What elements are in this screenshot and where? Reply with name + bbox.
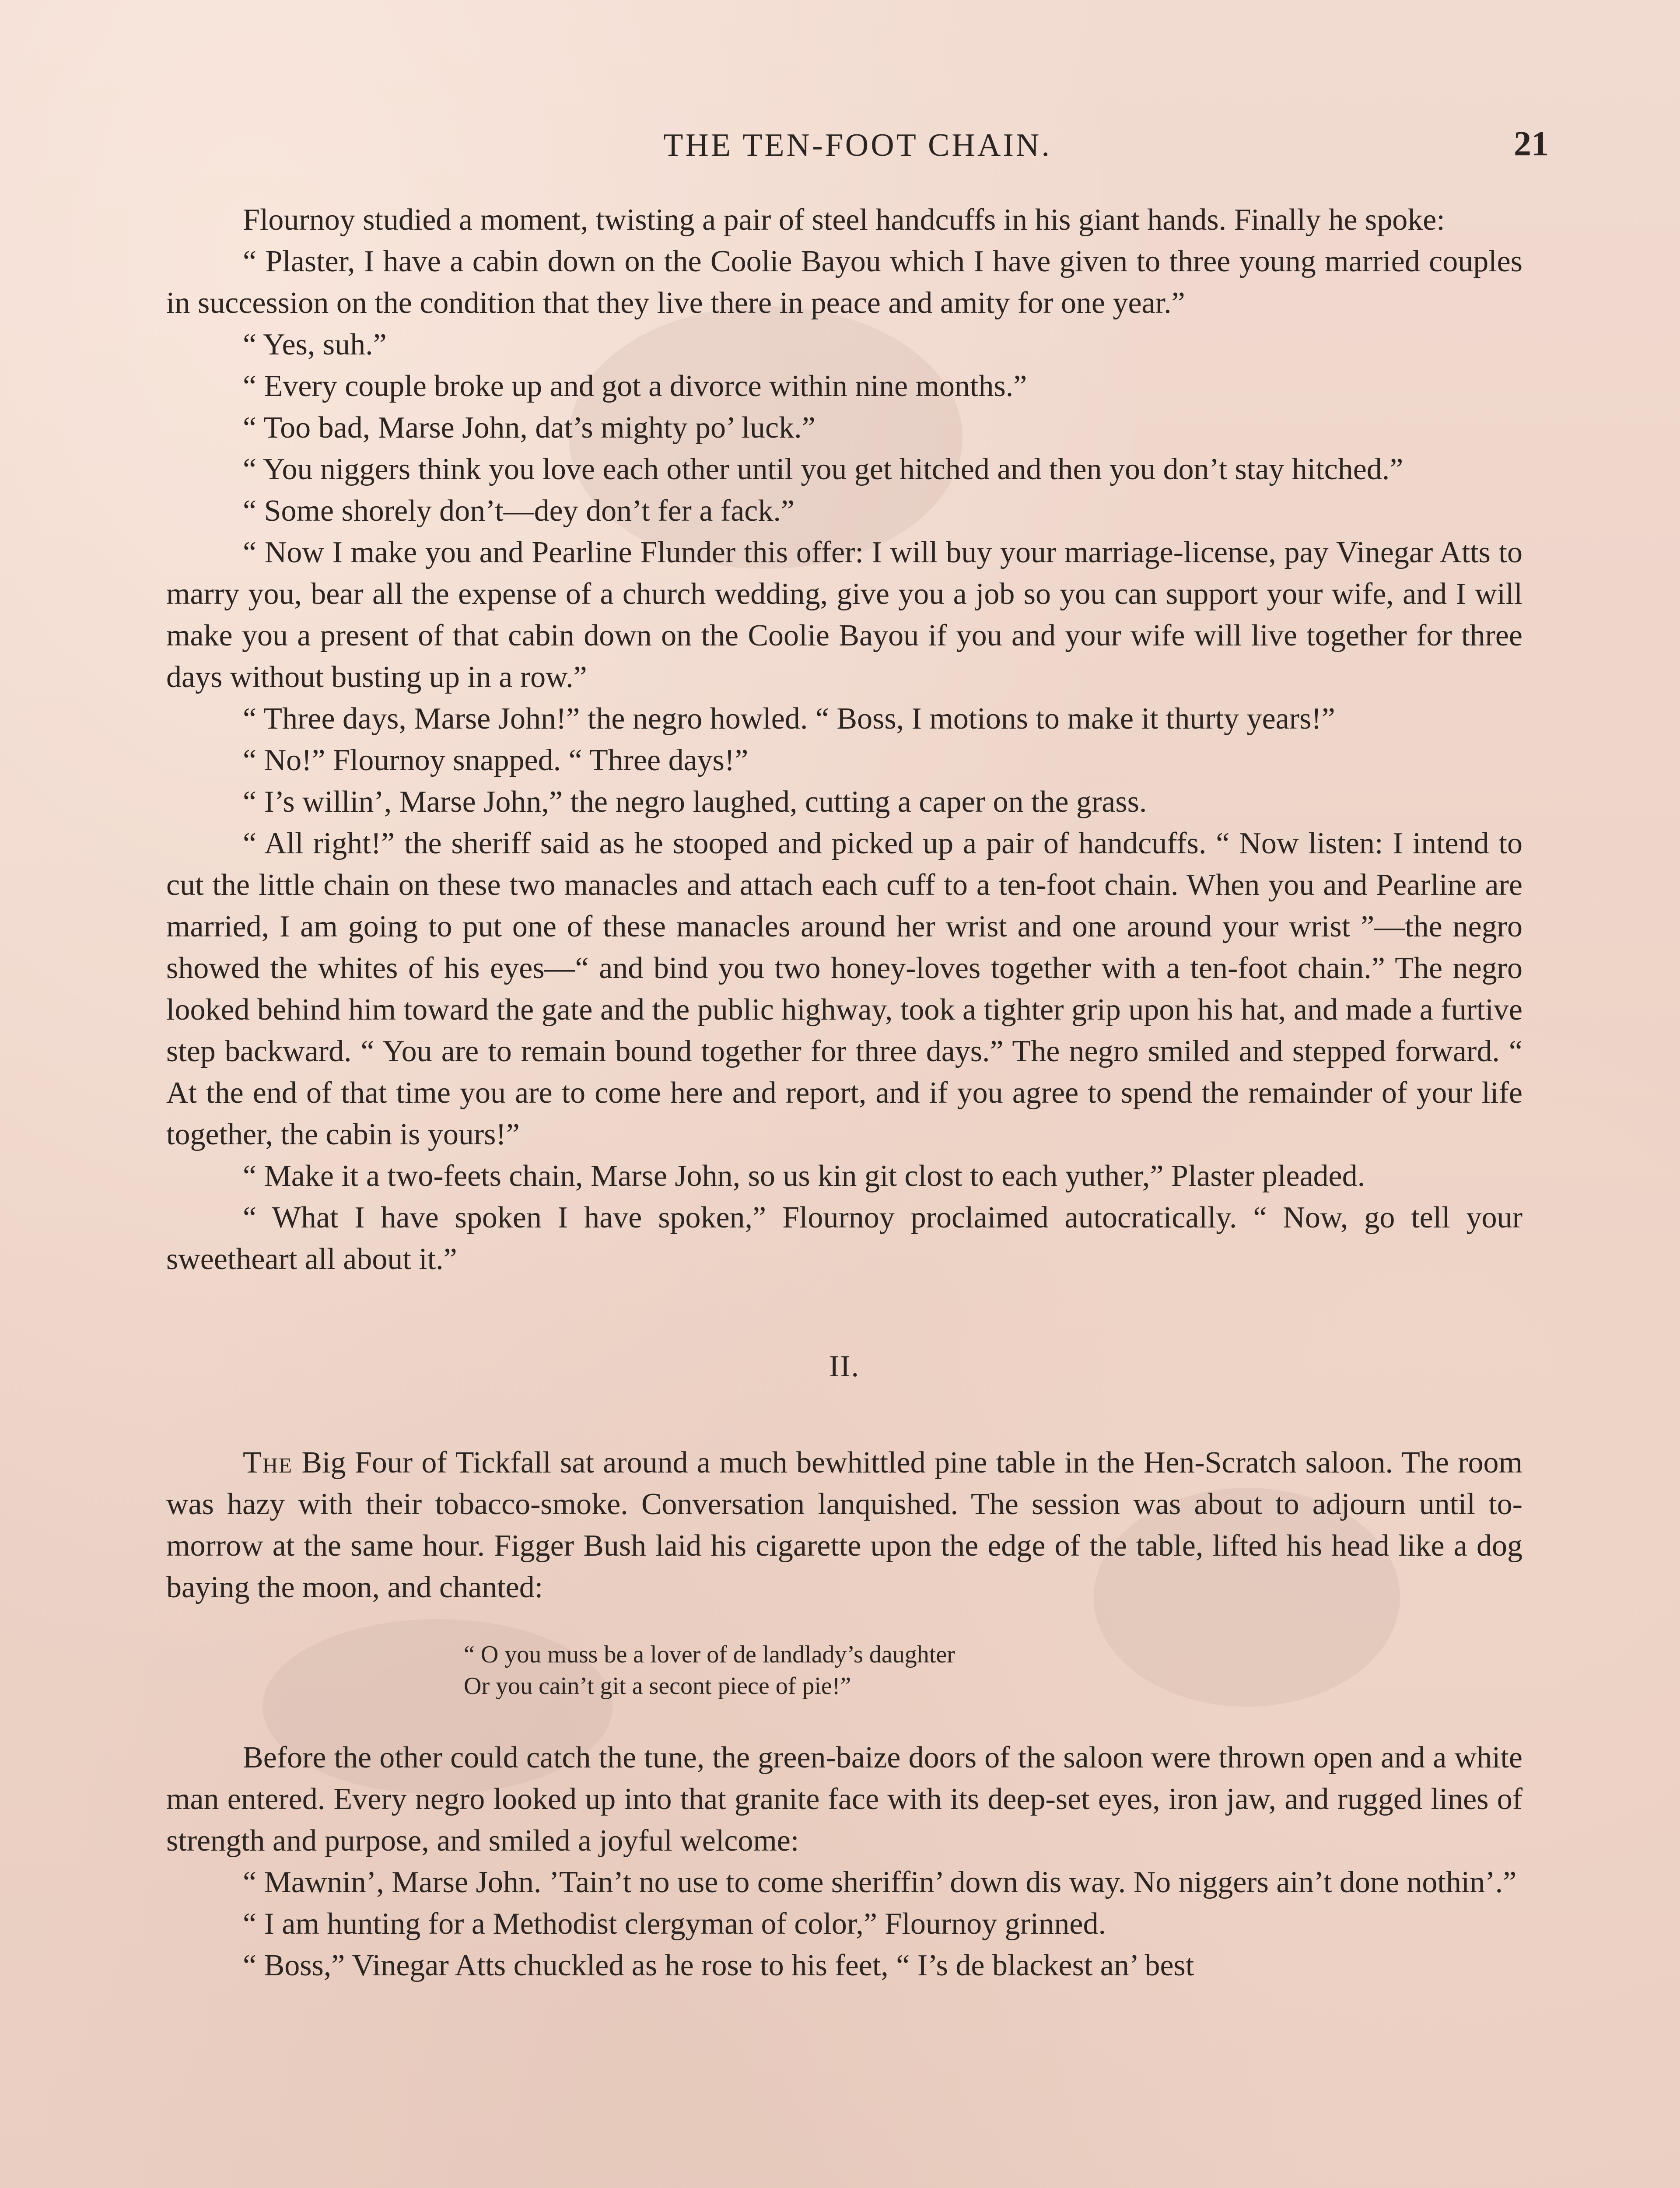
- paragraph: “ What I have spoken I have spoken,” Flournoy proclaimed autocratically. “ Now, go tell your sweetheart all about it.”: [166, 1201, 1522, 1276]
- paragraph: [166, 1442, 1522, 1608]
- verse-line: Or you cain’t git a secont piece of pie!”: [464, 1673, 851, 1700]
- paragraph: “ Too bad, Marse John, dat’s mighty po’ luck.”: [243, 411, 816, 445]
- page-header: [166, 127, 1549, 175]
- verse-line: “ O you muss be a lover of de landlady’s daughter: [464, 1641, 955, 1668]
- verse-quote: [166, 1639, 1522, 1702]
- lead-word: The: [243, 1446, 293, 1480]
- paragraph: “ Make it a two-feets chain, Marse John, so us kin git clost to each yuther,” Plaster pleaded.: [243, 1159, 1365, 1193]
- running-title: THE TEN-FOOT CHAIN.: [663, 127, 1052, 163]
- paragraph: “ All right!” the sheriff said as he stooped and picked up a pair of handcuffs. “ Now listen: I intend to cut the little chain on these two manacles and attach each cuff to a ten-foot chain. When you and Pearline are married, I am going to put one of these manacles around her wrist and one around your wrist ”—the negro showed the whites of his eyes—“ and bind you two honey-loves together with a ten-foot chain.” The negro looked behind him toward the gate and the public highway, took a tighter grip upon his hat, and made a furtive step backward. “ You are to remain bound together for three days.” The negro smiled and stepped forward. “ At the end of that time you are to come here and report, and if you agree to spend the remainder of your life together, the cabin is yours!”: [166, 827, 1522, 1151]
- section-1: [166, 199, 1522, 1280]
- paragraph: “ I’s willin’, Marse John,” the negro laughed, cutting a caper on the grass.: [243, 785, 1147, 819]
- paragraph: “ Plaster, I have a cabin down on the Coolie Bayou which I have given to three young married couples in succession on the condition that they live there in peace and amity for one year.”: [166, 245, 1522, 320]
- paragraph: “ Now I make you and Pearline Flunder this offer: I will buy your marriage-license, pay Vinegar Atts to marry you, bear all the expense of a church wedding, give you a job so you can support your wife, and I will make you a present of that cabin down on the Coolie Bayou if you and your wife will live together for three days without busting up in a row.”: [166, 536, 1522, 694]
- paragraph: “ Some shorely don’t—dey don’t fer a fack.”: [243, 494, 794, 528]
- paragraph: “ No!” Flournoy snapped. “ Three days!”: [243, 743, 749, 777]
- paragraph: “ I am hunting for a Methodist clergyman of color,” Flournoy grinned.: [243, 1907, 1106, 1941]
- paragraph: “ Every couple broke up and got a divorce within nine months.”: [243, 369, 1027, 403]
- paragraph-text: Big Four of Tickfall sat around a much bewhittled pine table in the Hen-Scratch saloon. The room was hazy with their tobacco-smoke. Conversation lanquished. The session was about to adjourn until to-morrow at the same hour. Figger Bush laid his cigarette upon the edge of the table, lifted his head like a dog baying the moon, and chanted:: [166, 1446, 1522, 1604]
- paragraph: “ Boss,” Vinegar Atts chuckled as he rose to his feet, “ I’s de blackest an’ best: [243, 1949, 1194, 1982]
- paragraph: “ Three days, Marse John!” the negro howled. “ Boss, I motions to make it thurty years!”: [243, 702, 1335, 736]
- section-2: [166, 1442, 1522, 1986]
- paragraph: Before the other could catch the tune, the green-baize doors of the saloon were thrown open and a white man entered. Every negro looked up into that granite face with its deep-set eyes, iron jaw, and rugged lines of strength and purpose, and smiled a joyful welcome:: [166, 1741, 1522, 1858]
- paragraph: “ You niggers think you love each other until you get hitched and then you don’t stay hitched.”: [243, 452, 1404, 486]
- paragraph: Flournoy studied a moment, twisting a pair of steel handcuffs in his giant hands. Finally he spoke:: [243, 203, 1445, 237]
- paragraph: “ Mawnin’, Marse John. ’Tain’t no use to come sheriffin’ down dis way. No niggers ain’t done nothin’.”: [243, 1865, 1517, 1899]
- body-text: [166, 199, 1522, 1986]
- paragraph: “ Yes, suh.”: [243, 328, 387, 361]
- page-number: 21: [1514, 125, 1549, 163]
- section-heading: II.: [829, 1350, 860, 1383]
